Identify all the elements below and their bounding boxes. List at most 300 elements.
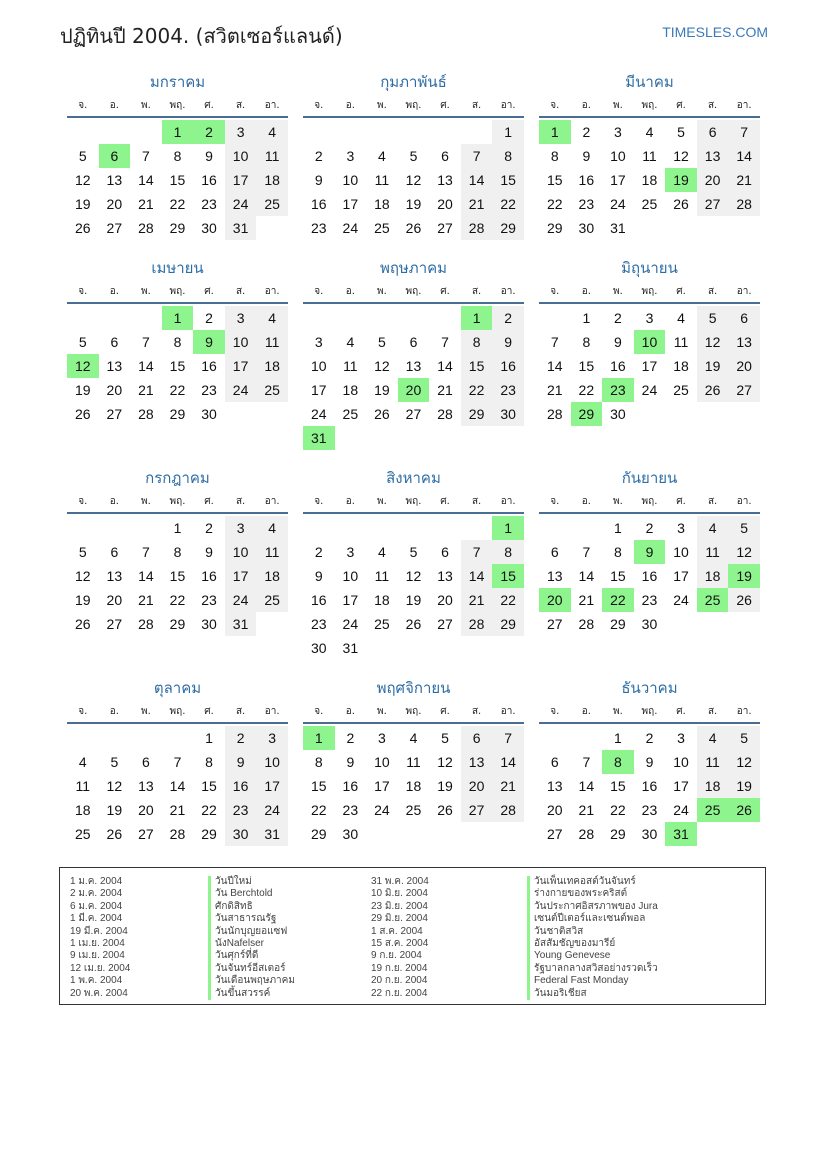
day-cell: 29 [310, 826, 327, 842]
day-cell: 12 [405, 172, 422, 188]
day-cell: 30 [225, 822, 257, 846]
page-title: ปฏิทินปี 2004. (สวิตเซอร์แลนด์) [60, 24, 343, 48]
day-cell: 25 [256, 588, 288, 612]
day-cell: 12 [405, 568, 422, 584]
day-cell: 21 [138, 382, 154, 398]
legend-holiday-name: วันชาติสวิส [527, 926, 658, 938]
day-cell: 29 [610, 616, 626, 632]
empty-cell [539, 306, 571, 330]
day-cell: 13 [437, 568, 453, 584]
day-cell: 10 [256, 750, 288, 774]
day-cell: 20 [106, 196, 123, 212]
week-row [67, 588, 288, 612]
day-cell: 25 [697, 588, 729, 612]
day-cell: 29 [571, 402, 603, 426]
week-row [303, 726, 524, 750]
legend-date: 31 พ.ค. 2004 [371, 876, 429, 887]
weekday-header [67, 492, 288, 514]
empty-cell [697, 612, 729, 636]
day-cell: 4 [256, 120, 288, 144]
day-cell: 19 [405, 196, 422, 212]
empty-cell [634, 216, 666, 240]
month-calendar [303, 678, 524, 846]
empty-cell [461, 822, 493, 846]
weekday-label: ส. [707, 286, 718, 297]
weekday-label: อา. [264, 286, 280, 297]
day-cell: 8 [582, 334, 591, 350]
day-cell: 27 [437, 220, 453, 236]
day-cell: 18 [374, 196, 390, 212]
day-cell: 16 [310, 196, 327, 212]
day-cell: 6 [550, 544, 559, 560]
day-cell: 11 [374, 568, 390, 584]
day-cell: 2 [205, 310, 213, 326]
weekday-label: ศ. [440, 706, 450, 717]
day-cell: 7 [582, 754, 591, 770]
day-cell: 3 [614, 124, 622, 140]
day-cell: 14 [437, 358, 453, 374]
legend-holiday-name: ศักดิสิทธิ [208, 901, 295, 913]
week-row [67, 330, 288, 354]
site-link[interactable]: TIMESLES.COM [662, 24, 768, 40]
weekday-label: จ. [78, 100, 88, 111]
day-cell: 11 [256, 330, 288, 354]
weekday-label: พฤ. [405, 496, 422, 507]
day-cell: 8 [461, 330, 493, 354]
empty-cell [429, 426, 461, 450]
empty-cell [634, 402, 666, 426]
weekday-label: ศ. [676, 496, 686, 507]
day-cell: 20 [437, 592, 453, 608]
empty-cell [429, 516, 461, 540]
day-cell: 30 [201, 406, 217, 422]
day-cell: 15 [169, 172, 186, 188]
week-row [303, 168, 524, 192]
legend-date: 1 เม.ย. 2004 [70, 937, 125, 949]
month-calendar [539, 468, 760, 660]
day-cell: 16 [641, 568, 658, 584]
day-cell: 17 [641, 358, 658, 374]
weekday-label: จ. [78, 496, 88, 507]
weekday-label: จ. [78, 706, 88, 717]
day-cell: 16 [201, 172, 217, 188]
day-cell: 29 [169, 220, 186, 236]
month-name: มกราคม [149, 73, 206, 91]
day-cell: 6 [142, 754, 150, 770]
weekday-label: ศ. [676, 286, 686, 297]
week-row [303, 612, 524, 636]
day-cell: 8 [550, 148, 559, 164]
weekday-header [539, 702, 760, 724]
weekday-header [67, 96, 288, 118]
day-cell: 10 [342, 568, 359, 584]
week-row [67, 144, 288, 168]
day-cell: 29 [169, 406, 186, 422]
empty-cell [398, 120, 430, 144]
day-cell: 9 [614, 334, 622, 350]
day-cell: 3 [225, 120, 257, 144]
day-cell: 7 [142, 334, 150, 350]
empty-cell [665, 612, 697, 636]
day-cell: 4 [346, 334, 355, 350]
empty-cell [335, 306, 367, 330]
week-row [539, 750, 760, 774]
day-cell: 21 [169, 802, 186, 818]
weekday-label: ส. [707, 496, 718, 507]
empty-cell [492, 636, 524, 660]
weekday-label: อ. [109, 496, 119, 507]
day-cell: 6 [550, 754, 559, 770]
empty-cell [461, 120, 493, 144]
day-cell: 21 [578, 802, 595, 818]
day-cell: 14 [138, 358, 154, 374]
day-cell: 16 [342, 778, 359, 794]
day-cell: 8 [614, 544, 622, 560]
day-cell: 24 [641, 382, 658, 398]
month-name: มิถุนายน [621, 259, 678, 277]
week-row [67, 798, 288, 822]
empty-cell [225, 402, 257, 426]
day-cell: 14 [461, 168, 493, 192]
weekday-label: พฤ. [641, 286, 658, 297]
weekday-label: พ. [141, 286, 151, 297]
empty-cell [539, 516, 571, 540]
week-row [539, 306, 760, 330]
day-cell: 3 [314, 334, 323, 350]
empty-cell [728, 402, 760, 426]
day-cell: 7 [582, 544, 591, 560]
weekday-label: พ. [613, 286, 623, 297]
weekday-header [67, 702, 288, 724]
day-cell: 13 [546, 568, 563, 584]
day-cell: 16 [610, 358, 626, 374]
week-row [67, 192, 288, 216]
day-cell: 23 [492, 378, 524, 402]
day-cell: 31 [610, 220, 626, 236]
weekday-label: อ. [109, 286, 119, 297]
day-cell: 3 [225, 306, 257, 330]
day-cell: 26 [673, 196, 689, 212]
day-cell: 20 [138, 802, 154, 818]
day-cell: 15 [610, 568, 626, 584]
day-cell: 11 [406, 754, 421, 770]
week-row [67, 564, 288, 588]
day-cell: 6 [110, 544, 119, 560]
day-cell: 22 [610, 802, 626, 818]
day-cell: 17 [374, 778, 390, 794]
month-calendar [67, 258, 288, 450]
day-cell: 26 [74, 406, 91, 422]
day-cell: 27 [546, 616, 563, 632]
month-calendar [303, 258, 524, 450]
weekday-label: พ. [377, 706, 387, 717]
empty-cell [665, 402, 697, 426]
empty-cell [461, 636, 493, 660]
weekday-label: พ. [377, 286, 387, 297]
day-cell: 13 [106, 358, 123, 374]
empty-cell [492, 426, 524, 450]
day-cell: 28 [492, 798, 524, 822]
day-cell: 4 [697, 726, 729, 750]
day-cell: 5 [378, 334, 386, 350]
week-row [67, 540, 288, 564]
day-cell: 8 [602, 750, 634, 774]
day-cell: 9 [314, 172, 323, 188]
day-cell: 18 [256, 168, 288, 192]
legend-holiday-name: วันสาธารณรัฐ [208, 913, 295, 925]
empty-cell [665, 216, 697, 240]
day-cell: 26 [697, 378, 729, 402]
day-cell: 27 [546, 826, 563, 842]
day-cell: 3 [346, 148, 355, 164]
legend-date: 10 มิ.ย. 2004 [371, 888, 428, 900]
day-cell: 15 [461, 354, 493, 378]
day-cell: 19 [437, 778, 453, 794]
day-cell: 5 [78, 544, 87, 560]
empty-cell [67, 120, 99, 144]
empty-cell [461, 516, 493, 540]
weekday-label: จ. [550, 100, 560, 111]
week-row [539, 120, 760, 144]
day-cell: 9 [193, 330, 225, 354]
weekday-label: ส. [235, 286, 246, 297]
week-row [303, 516, 524, 540]
day-cell: 6 [409, 334, 418, 350]
weekday-label: อา. [736, 100, 752, 111]
day-cell: 27 [437, 616, 453, 632]
day-cell: 11 [374, 172, 390, 188]
weekday-label: อา. [736, 706, 752, 717]
weekday-label: อา. [264, 100, 280, 111]
day-cell: 28 [437, 406, 453, 422]
weekday-label: อ. [345, 496, 355, 507]
legend-holiday-name: วันปีใหม่ [208, 876, 295, 888]
legend-column-names-1 [208, 876, 295, 1000]
day-cell: 10 [342, 172, 359, 188]
empty-cell [571, 516, 603, 540]
day-cell: 10 [225, 144, 257, 168]
week-row [303, 636, 524, 660]
empty-cell [728, 216, 760, 240]
week-row [539, 516, 760, 540]
weekday-label: พฤ. [405, 100, 422, 111]
day-cell: 21 [728, 168, 760, 192]
empty-cell [429, 306, 461, 330]
day-cell: 7 [461, 540, 493, 564]
day-cell: 26 [405, 616, 422, 632]
day-cell: 7 [461, 144, 493, 168]
legend-holiday-name: วันศุกร์ที่ดี [208, 950, 295, 962]
day-cell: 17 [225, 354, 257, 378]
day-cell: 21 [138, 196, 154, 212]
week-row [303, 192, 524, 216]
day-cell: 5 [78, 148, 87, 164]
day-cell: 30 [641, 616, 658, 632]
day-cell: 7 [173, 754, 182, 770]
week-row [539, 726, 760, 750]
empty-cell [130, 120, 162, 144]
weekday-header [303, 492, 524, 514]
day-cell: 23 [201, 196, 217, 212]
day-cell: 24 [610, 196, 626, 212]
day-cell: 9 [205, 544, 213, 560]
day-cell: 22 [310, 802, 327, 818]
day-cell: 11 [642, 148, 657, 164]
day-cell: 29 [201, 826, 217, 842]
day-cell: 11 [75, 778, 91, 794]
week-row [539, 168, 760, 192]
day-cell: 27 [697, 192, 729, 216]
empty-cell [697, 822, 729, 846]
day-cell: 31 [225, 612, 257, 636]
empty-cell [99, 306, 131, 330]
day-cell: 4 [409, 730, 418, 746]
month-calendar [539, 258, 760, 450]
weekday-label: จ. [550, 286, 560, 297]
day-cell: 14 [578, 568, 595, 584]
day-cell: 17 [610, 172, 626, 188]
weekday-label: อ. [581, 286, 591, 297]
day-cell: 25 [697, 798, 729, 822]
day-cell: 24 [342, 220, 359, 236]
day-cell: 27 [405, 406, 422, 422]
weekday-label: ศ. [676, 100, 686, 111]
day-cell: 15 [546, 172, 563, 188]
empty-cell [67, 306, 99, 330]
weekday-label: พฤ. [169, 496, 186, 507]
day-cell: 27 [461, 798, 493, 822]
day-cell: 13 [106, 172, 123, 188]
day-cell: 12 [374, 358, 390, 374]
empty-cell [398, 426, 430, 450]
day-cell: 13 [546, 778, 563, 794]
day-cell: 30 [641, 826, 658, 842]
empty-cell [130, 306, 162, 330]
day-cell: 24 [342, 616, 359, 632]
week-row [67, 612, 288, 636]
day-cell: 19 [728, 774, 760, 798]
weekday-label: พ. [141, 496, 151, 507]
day-cell: 22 [492, 192, 524, 216]
empty-cell [67, 726, 99, 750]
day-cell: 25 [374, 220, 390, 236]
day-cell: 7 [142, 148, 150, 164]
day-cell: 4 [645, 124, 654, 140]
day-cell: 30 [492, 402, 524, 426]
day-cell: 19 [697, 354, 729, 378]
day-cell: 18 [256, 354, 288, 378]
legend-holiday-name: วันประกาศอิสรภาพของ Jura [527, 901, 658, 913]
empty-cell [539, 726, 571, 750]
weekday-label: จ. [314, 286, 324, 297]
day-cell: 23 [310, 616, 327, 632]
month-calendar [539, 678, 760, 846]
weekday-label: อ. [109, 706, 119, 717]
week-row [303, 774, 524, 798]
day-cell: 16 [492, 354, 524, 378]
day-cell: 15 [578, 358, 595, 374]
week-row [303, 306, 524, 330]
day-cell: 2 [582, 124, 591, 140]
week-row [539, 402, 760, 426]
day-cell: 20 [728, 354, 760, 378]
weekday-label: อา. [264, 496, 280, 507]
empty-cell [99, 120, 131, 144]
day-cell: 17 [673, 778, 689, 794]
day-cell: 28 [546, 406, 563, 422]
day-cell: 5 [728, 726, 760, 750]
day-cell: 25 [374, 616, 390, 632]
weekday-label: ส. [235, 706, 246, 717]
month-calendar [67, 678, 288, 846]
day-cell: 18 [74, 802, 91, 818]
legend-date: 1 ส.ค. 2004 [371, 925, 423, 937]
day-cell: 19 [74, 382, 91, 398]
week-row [539, 216, 760, 240]
month-name: กรกฎาคม [145, 469, 210, 487]
day-cell: 14 [578, 778, 595, 794]
day-cell: 9 [346, 754, 355, 770]
month-name: ตุลาคม [153, 679, 202, 697]
legend-holiday-name: วันเพ็นเทคอสต์วันจันทร์ [527, 876, 658, 888]
weekday-label: ส. [471, 496, 482, 507]
day-cell: 30 [201, 616, 217, 632]
day-cell: 20 [398, 378, 430, 402]
day-cell: 23 [641, 592, 658, 608]
day-cell: 10 [374, 754, 390, 770]
day-cell: 5 [110, 754, 119, 770]
day-cell: 16 [578, 172, 595, 188]
day-cell: 28 [169, 826, 186, 842]
legend-date: 12 เม.ย. 2004 [70, 962, 131, 974]
day-cell: 19 [728, 564, 760, 588]
weekday-label: พ. [613, 100, 623, 111]
day-cell: 3 [378, 730, 386, 746]
legend-holiday-name: วัน Berchtold [208, 888, 295, 900]
day-cell: 30 [310, 640, 327, 656]
day-cell: 12 [106, 778, 123, 794]
weekday-label: อา. [500, 100, 516, 111]
day-cell: 21 [437, 382, 453, 398]
day-cell: 11 [697, 750, 729, 774]
weekday-label: อา. [500, 286, 516, 297]
weekday-label: ส. [235, 496, 246, 507]
weekday-label: อ. [581, 496, 591, 507]
day-cell: 9 [314, 568, 323, 584]
week-row [539, 144, 760, 168]
week-row [539, 798, 760, 822]
empty-cell [398, 306, 430, 330]
legend-date: 29 มิ.ย. 2004 [371, 913, 428, 925]
day-cell: 11 [256, 540, 288, 564]
day-cell: 4 [378, 148, 386, 164]
legend-column-names-2 [527, 876, 658, 1000]
day-cell: 23 [641, 802, 658, 818]
week-row [539, 540, 760, 564]
day-cell: 17 [310, 382, 327, 398]
day-cell: 16 [225, 774, 257, 798]
week-row [303, 354, 524, 378]
day-cell: 31 [665, 822, 697, 846]
day-cell: 22 [461, 378, 493, 402]
day-cell: 21 [138, 592, 154, 608]
day-cell: 19 [74, 592, 91, 608]
weekday-label: พฤ. [169, 286, 186, 297]
legend-date: 1 ม.ค. 2004 [70, 876, 123, 887]
week-row [539, 354, 760, 378]
day-cell: 4 [697, 516, 729, 540]
empty-cell [130, 516, 162, 540]
